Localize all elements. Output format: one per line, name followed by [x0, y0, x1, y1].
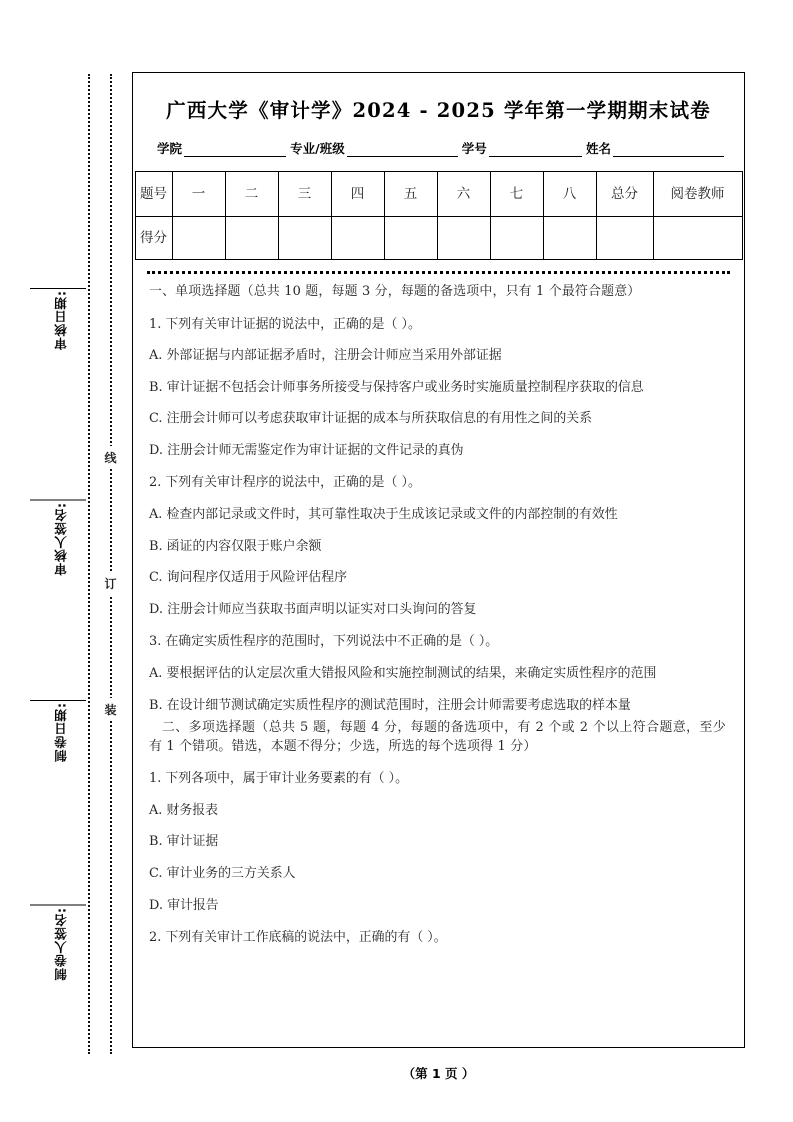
score-cell-1[interactable] [172, 217, 225, 260]
section-heading-1: 一、单项选择题（总共 10 题，每题 3 分，每题的备选项中，只有 1 个最符合题意） [149, 284, 641, 299]
col-header-8: 八 [543, 172, 596, 217]
review-date-label [30, 288, 86, 350]
score-cell-4[interactable] [331, 217, 384, 260]
question-option-2-1-b[interactable]: B. 审计证据 [149, 834, 219, 850]
question-stem-2-1: 1. 下列各项中，属于审计业务要素的有（ ）。 [149, 771, 408, 787]
question-option-2-1-a[interactable]: A. 财务报表 [149, 802, 219, 818]
question-option-2-1-d[interactable]: D. 审计报告 [149, 897, 219, 913]
row-header-score: 得分 [135, 217, 172, 260]
binding-margin [0, 0, 132, 1122]
binding-dotted-line-outer [88, 74, 90, 1054]
score-cell-total[interactable] [596, 217, 653, 260]
col-header-grader: 阅卷教师 [653, 172, 742, 217]
question-stem-1-3: 3. 在确定实质性程序的范围时，下列说法中不正确的是（ ）。 [149, 634, 499, 650]
score-cell-8[interactable] [543, 217, 596, 260]
review-date-rule [30, 288, 86, 290]
col-header-3: 三 [278, 172, 331, 217]
reviewer-signature-label [30, 500, 86, 576]
major-class-input[interactable] [347, 143, 458, 157]
question-option-1-2-c[interactable]: C. 询问程序仅适用于风险评估程序 [149, 570, 348, 586]
student-id-fields [157, 139, 724, 157]
question-option-1-1-c[interactable]: C. 注册会计师可以考虑获取审计证据的成本与所获取信息的有用性之间的关系 [149, 411, 592, 427]
reviewer-signature-rule [30, 500, 86, 502]
question-option-1-1-d[interactable]: D. 注册会计师无需鉴定作为审计证据的文件记录的真伪 [149, 442, 464, 458]
page-footer: （第 1 页 ） [402, 1066, 475, 1081]
question-stem-1-1: 1. 下列有关审计证据的说法中，正确的是（ ）。 [149, 316, 421, 332]
seal-char-xian: 线 [102, 446, 119, 469]
exam-sheet [132, 72, 745, 1048]
setter-signature-rule [30, 905, 86, 907]
review-date-text: 审核日期: [53, 290, 69, 350]
setter-date-rule [30, 700, 86, 702]
table-row-scores [135, 217, 742, 260]
col-header-total: 总分 [596, 172, 653, 217]
setter-signature-label [30, 905, 86, 981]
college-input[interactable] [184, 143, 286, 157]
question-body [149, 283, 726, 948]
seal-char-zhuang: 装 [102, 698, 119, 721]
student-name-input[interactable] [613, 143, 724, 157]
question-option-1-3-b[interactable]: B. 在设计细节测试确定实质性程序的测试范围时，注册会计师需要考虑选取的样本量 [149, 697, 631, 713]
binding-dotted-line-inner [110, 74, 112, 1054]
row-header-question-no: 题号 [135, 172, 172, 217]
question-option-1-1-a[interactable]: A. 外部证据与内部证据矛盾时，注册会计师应当采用外部证据 [149, 348, 502, 364]
college-label: 学院 [157, 141, 183, 156]
score-cell-5[interactable] [384, 217, 437, 260]
question-option-1-3-a[interactable]: A. 要根据评估的认定层次重大错报风险和实施控制测试的结果，来确定实质性程序的范围 [149, 665, 657, 681]
setter-signature-text: 制卷人签名: [53, 907, 69, 981]
section-heading-2: 二、多项选择题（总共 5 题，每题 4 分，每题的备选项中，有 2 个或 2 个以上符合题意，至少有 1 个错项。错选，本题不得分；少选，所选的每个选项得 1 分） [149, 720, 726, 754]
setter-date-text: 制卷日期: [53, 702, 69, 762]
question-option-2-1-c[interactable]: C. 审计业务的三方关系人 [149, 865, 296, 881]
page-title: 广西大学《审计学》2024 - 2025 学年第一学期期末试卷 [166, 99, 711, 122]
student-number-input[interactable] [489, 143, 582, 157]
question-option-1-2-a[interactable]: A. 检查内部记录或文件时，其可靠性取决于生成该记录或文件的内部控制的有效性 [149, 507, 618, 523]
col-header-1: 一 [172, 172, 225, 217]
score-cell-2[interactable] [225, 217, 278, 260]
student-name-label: 姓名 [585, 141, 611, 156]
question-option-1-2-b[interactable]: B. 函证的内容仅限于账户余额 [149, 538, 322, 554]
major-class-label: 专业/班级 [290, 141, 345, 156]
setter-date-label [30, 700, 86, 762]
student-number-label: 学号 [461, 141, 487, 156]
question-option-1-1-b[interactable]: B. 审计证据不包括会计师事务所接受与保持客户或业务时实施质量控制程序获取的信息 [149, 379, 644, 395]
seal-char-ding: 订 [102, 572, 119, 595]
question-stem-1-2: 2. 下列有关审计程序的说法中，正确的是（ ）。 [149, 475, 421, 491]
score-table [135, 171, 743, 260]
score-cell-6[interactable] [437, 217, 490, 260]
section-divider [147, 271, 730, 274]
col-header-2: 二 [225, 172, 278, 217]
col-header-7: 七 [490, 172, 543, 217]
question-stem-2-2: 2. 下列有关审计工作底稿的说法中，正确的有（ ）。 [149, 930, 447, 946]
score-cell-3[interactable] [278, 217, 331, 260]
col-header-4: 四 [331, 172, 384, 217]
question-option-1-2-d[interactable]: D. 注册会计师应当获取书面声明以证实对口头询问的答复 [149, 601, 477, 617]
col-header-6: 六 [437, 172, 490, 217]
score-cell-grader[interactable] [653, 217, 742, 260]
col-header-5: 五 [384, 172, 437, 217]
table-row-header [135, 172, 742, 217]
reviewer-signature-text: 审核人签名: [53, 502, 69, 576]
score-cell-7[interactable] [490, 217, 543, 260]
